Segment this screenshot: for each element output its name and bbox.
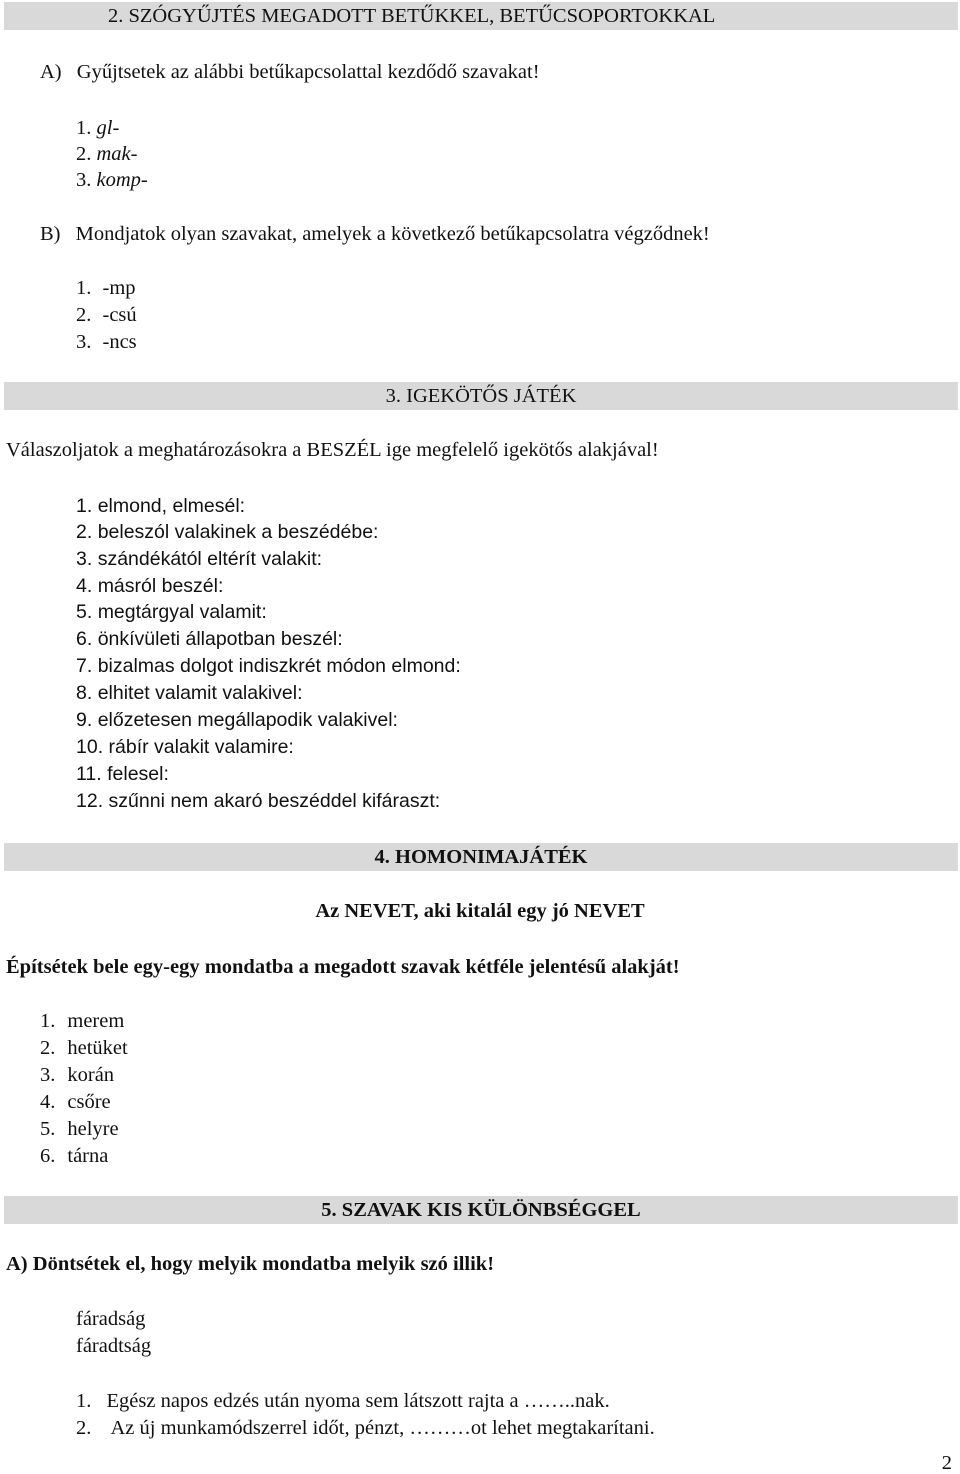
sentence-2: [76, 1416, 655, 1440]
section2-b-instruction: [40, 222, 710, 246]
section5-a-text: Döntsétek el, hogy melyik mondatba melyik szó illik!: [32, 1253, 495, 1275]
list-text: felesel:: [107, 763, 169, 785]
section5-title: 5. SZAVAK KIS KÜLÖNBSÉGGEL: [4, 1196, 958, 1224]
list-item: [76, 600, 267, 624]
section2-a-text: Gyűjtsetek az alábbi betűkapcsolattal kezdődő szavakat!: [76, 61, 540, 83]
word-option-1: fáradság: [76, 1308, 146, 1330]
list-item: [76, 681, 303, 705]
section2-a-instruction: [40, 60, 540, 84]
section2-b-item-1: [76, 276, 136, 300]
list-item: [76, 494, 245, 518]
list-number: 4.: [40, 1091, 56, 1113]
section2-a-item-3: [76, 168, 148, 192]
list-number: 3.: [76, 548, 93, 570]
list-number: 1.: [76, 277, 92, 299]
list-number: 1.: [76, 1390, 92, 1412]
list-item: [40, 1144, 108, 1168]
list-text: másról beszél:: [97, 575, 224, 597]
list-text: komp-: [96, 169, 148, 191]
list-text: Az új munkamódszerrel időt, pénzt, ………ot lehet megtakarítani.: [110, 1417, 655, 1439]
section4-instruction: Építsétek bele egy-egy mondatba a megadott szavak kétféle jelentésű alakját!: [6, 956, 680, 978]
list-number: 1.: [40, 1010, 56, 1032]
list-text: szándékától eltérít valakit:: [97, 548, 323, 570]
list-number: 1.: [76, 495, 93, 517]
list-text: beleszól valakinek a beszédébe:: [97, 521, 379, 543]
section4-subtitle: Az NEVET, aki kitalál egy jó NEVET: [315, 900, 645, 922]
list-number: 2.: [76, 521, 93, 543]
section2-a-item-2: [76, 142, 137, 166]
list-text: szűnni nem akaró beszéddel kifáraszt:: [108, 790, 441, 812]
list-text: rábír valakit valamire:: [108, 736, 294, 758]
list-number: 5.: [40, 1118, 56, 1140]
list-text: bizalmas dolgot indiszkrét módon elmond:: [97, 655, 461, 677]
list-number: 6.: [40, 1145, 56, 1167]
list-text: helyre: [67, 1118, 119, 1140]
list-text: elmond, elmesél:: [97, 495, 246, 517]
list-number: 9.: [76, 709, 93, 731]
list-item: [76, 627, 343, 651]
section2-title: 2. SZÓGYŰJTÉS MEGADOTT BETŰKKEL, BETŰCSOPORTOKKAL: [4, 2, 958, 30]
list-text: előzetesen megállapodik valakivel:: [97, 709, 398, 731]
section2-a-item-1: [76, 116, 119, 140]
list-number: 4.: [76, 575, 93, 597]
list-number: 2.: [40, 1037, 56, 1059]
list-number: 3.: [40, 1064, 56, 1086]
list-text: -mp: [102, 277, 136, 299]
list-number: 3.: [76, 169, 92, 191]
list-item: [76, 520, 378, 544]
section2-a-label: A): [40, 61, 62, 83]
list-item: [40, 1036, 128, 1060]
list-item: [76, 789, 440, 813]
list-number: 2.: [76, 1417, 92, 1439]
section4-title: 4. HOMONIMAJÁTÉK: [4, 843, 958, 871]
list-item: [40, 1063, 114, 1087]
list-text: elhitet valamit valakivel:: [97, 682, 303, 704]
list-number: 10.: [76, 736, 104, 758]
section5-a-label: A): [6, 1253, 28, 1275]
list-text: csőre: [67, 1091, 111, 1113]
list-number: 2.: [76, 304, 92, 326]
list-number: 5.: [76, 601, 93, 623]
list-item: [76, 547, 322, 571]
list-text: merem: [67, 1010, 125, 1032]
section2-b-label: B): [40, 223, 61, 245]
list-number: 1.: [76, 117, 92, 139]
list-number: 6.: [76, 628, 93, 650]
list-item: [40, 1090, 111, 1114]
list-text: korán: [67, 1064, 115, 1086]
list-number: 7.: [76, 655, 93, 677]
list-text: gl-: [96, 117, 120, 139]
list-item: [40, 1009, 124, 1033]
list-item: [76, 574, 223, 598]
list-number: 2.: [76, 143, 92, 165]
section2-b-item-3: [76, 330, 137, 354]
list-number: 11.: [76, 763, 102, 785]
list-text: mak-: [96, 143, 138, 165]
list-item: [76, 654, 461, 678]
list-number: 3.: [76, 331, 92, 353]
list-item: [76, 708, 398, 732]
section3-title: 3. IGEKÖTŐS JÁTÉK: [4, 382, 958, 410]
list-text: Egész napos edzés után nyoma sem látszott rajta a ……..nak.: [106, 1390, 610, 1412]
list-item: [40, 1117, 119, 1141]
list-number: 8.: [76, 682, 93, 704]
list-text: önkívületi állapotban beszél:: [97, 628, 343, 650]
list-item: [76, 735, 294, 759]
list-text: tárna: [67, 1145, 109, 1167]
list-number: 12.: [76, 790, 104, 812]
section3-instruction: Válaszoljatok a meghatározásokra a BESZÉL ige megfelelő igekötős alakjával!: [6, 439, 659, 461]
list-item: [76, 762, 169, 786]
list-text: -ncs: [102, 331, 137, 353]
section2-b-item-2: [76, 303, 137, 327]
word-option-2: fáradtság: [76, 1335, 152, 1357]
section5-a-instruction: [6, 1252, 494, 1276]
section2-b-text: Mondjatok olyan szavakat, amelyek a következő betűkapcsolatra végződnek!: [75, 223, 710, 245]
list-text: hetüket: [67, 1037, 128, 1059]
page-number: 2: [941, 1452, 952, 1474]
sentence-1: [76, 1389, 610, 1413]
list-text: megtárgyal valamit:: [97, 601, 267, 623]
list-text: -csú: [102, 304, 137, 326]
